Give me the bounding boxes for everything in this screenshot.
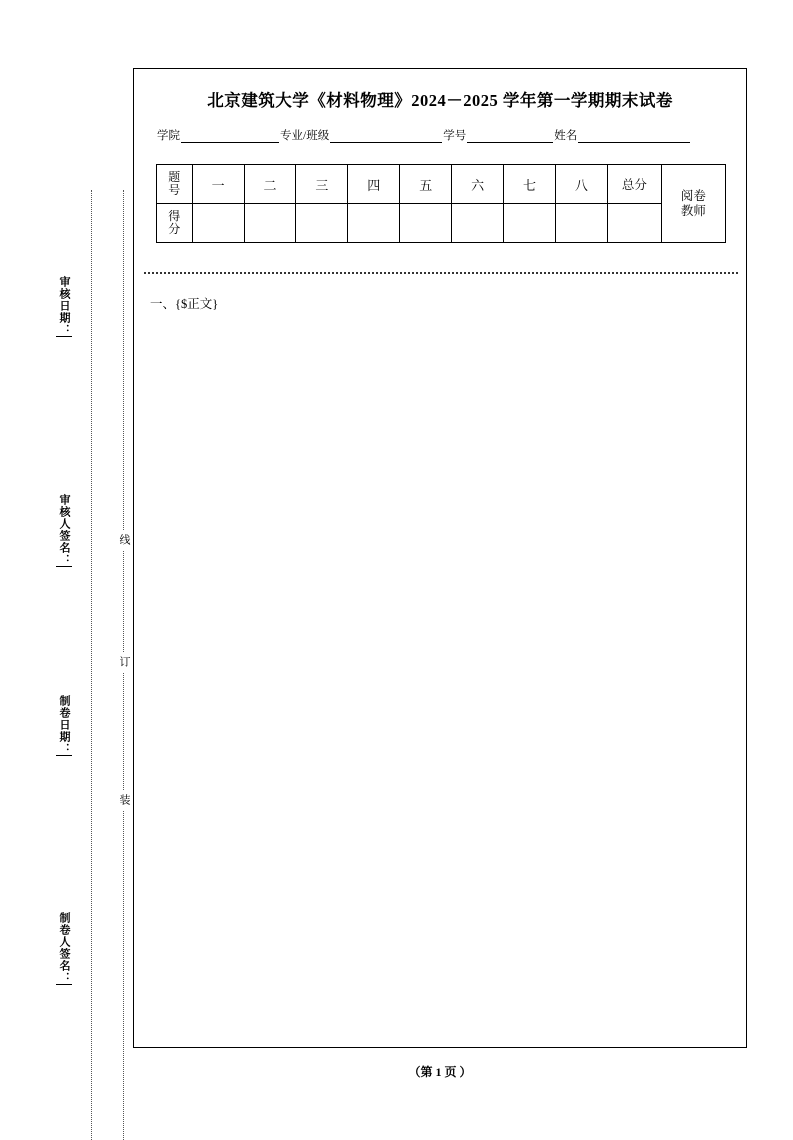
question-col-1: 一 <box>192 165 244 204</box>
info-label-major-class: 专业/班级 <box>280 130 330 142</box>
question-col-7: 七 <box>504 165 556 204</box>
score-cell-5[interactable] <box>400 204 452 243</box>
table-row-scores <box>157 204 726 243</box>
info-blank-name[interactable] <box>578 129 690 143</box>
row-header-question-line2: 号 <box>168 183 181 197</box>
question-col-5: 五 <box>400 165 452 204</box>
margin-label-reviewer-signature <box>56 494 72 567</box>
row-header-score <box>157 204 193 243</box>
grading-teacher-line2: 教师 <box>680 203 706 218</box>
info-blank-student-id[interactable] <box>467 129 553 143</box>
grading-teacher-line1: 阅卷 <box>680 189 706 204</box>
margin-label-review-date <box>56 276 72 337</box>
page-footer: （第 1 页 ） <box>408 1065 472 1079</box>
table-row-question-numbers <box>157 165 726 204</box>
margin-label-preparer-signature <box>56 912 72 985</box>
info-blank-major-class[interactable] <box>330 129 442 143</box>
info-label-name: 姓名 <box>554 130 578 142</box>
left-margin-annotations <box>28 90 130 1050</box>
row-header-score-line2: 分 <box>168 222 181 236</box>
question-col-8: 八 <box>555 165 607 204</box>
row-header-score-line1: 得 <box>168 209 181 224</box>
info-label-student-id: 学号 <box>443 130 467 142</box>
body-text: 一、{$正文} <box>150 297 219 311</box>
score-cell-7[interactable] <box>504 204 556 243</box>
question-col-4: 四 <box>348 165 400 204</box>
question-col-6: 六 <box>452 165 504 204</box>
student-info-line <box>156 127 726 143</box>
margin-dotted-line-outer <box>91 190 92 1140</box>
page-title: 北京建筑大学《材料物理》2024－2025 学年第一学期期末试卷 <box>207 91 673 110</box>
score-cell-4[interactable] <box>348 204 400 243</box>
seal-word-seal: 装 <box>116 790 132 810</box>
score-table <box>156 164 726 243</box>
score-cell-6[interactable] <box>452 204 504 243</box>
seal-word-line: 线 <box>116 530 132 550</box>
info-label-college: 学院 <box>157 130 180 142</box>
margin-label-review-date-text: 审核日期： <box>58 276 70 336</box>
exam-paper-frame <box>133 68 747 1048</box>
score-cell-3[interactable] <box>296 204 348 243</box>
question-col-total: 总分 <box>607 165 661 204</box>
margin-label-reviewer-signature-text: 审核人签名： <box>58 494 70 566</box>
score-cell-2[interactable] <box>244 204 296 243</box>
question-col-3: 三 <box>296 165 348 204</box>
section-divider <box>144 272 738 274</box>
score-cell-8[interactable] <box>555 204 607 243</box>
row-header-question-line1: 题 <box>168 170 181 185</box>
margin-label-prepare-date <box>56 695 72 756</box>
score-cell-1[interactable] <box>192 204 244 243</box>
row-header-question <box>157 165 193 204</box>
grading-teacher-cell <box>661 165 725 243</box>
question-col-2: 二 <box>244 165 296 204</box>
info-blank-college[interactable] <box>181 129 279 143</box>
margin-label-preparer-signature-text: 制卷人签名： <box>58 912 70 984</box>
margin-label-prepare-date-text: 制卷日期： <box>58 695 70 755</box>
seal-word-bind: 订 <box>116 652 132 672</box>
score-cell-total[interactable] <box>607 204 661 243</box>
